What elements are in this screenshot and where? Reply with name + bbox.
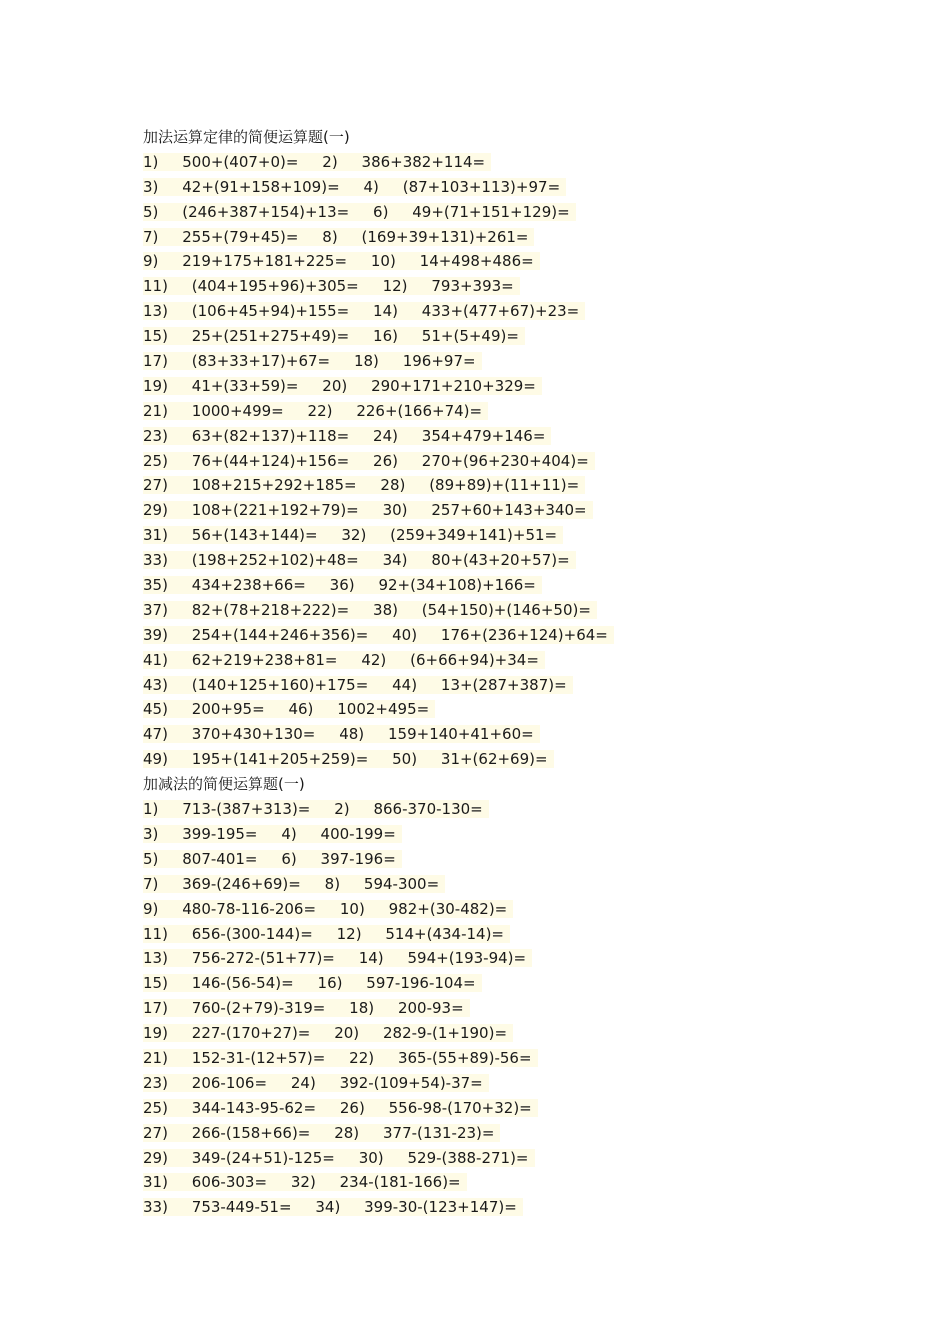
problem-text: 21) 1000+499= 22) 226+(166+74)= — [143, 402, 488, 420]
problem-text: 7) 255+(79+45)= 8) (169+39+131)+261= — [143, 228, 534, 246]
problem-row — [143, 1046, 843, 1071]
problem-text: 41) 62+219+238+81= 42) (6+66+94)+34= — [143, 651, 545, 669]
problem-text: 17) (83+33+17)+67= 18) 196+97= — [143, 352, 482, 370]
problem-row — [143, 449, 843, 474]
problem-row — [143, 872, 843, 897]
problem-text: 21) 152-31-(12+57)= 22) 365-(55+89)-56= — [143, 1049, 538, 1067]
problem-text: 29) 108+(221+192+79)= 30) 257+60+143+340= — [143, 501, 593, 519]
problem-text: 35) 434+238+66= 36) 92+(34+108)+166= — [143, 576, 542, 594]
problem-row — [143, 1170, 843, 1195]
problem-text: 3) 42+(91+158+109)= 4) (87+103+113)+97= — [143, 178, 566, 196]
problem-row — [143, 922, 843, 947]
problem-row — [143, 996, 843, 1021]
problem-text: 5) 807-401= 6) 397-196= — [143, 850, 402, 868]
problem-row — [143, 897, 843, 922]
problem-row — [143, 1071, 843, 1096]
problem-row — [143, 697, 843, 722]
problem-text: 47) 370+430+130= 48) 159+140+41+60= — [143, 725, 540, 743]
section-title: 加法运算定律的简便运算题(一) — [143, 128, 350, 146]
problem-row — [143, 673, 843, 698]
problem-text: 27) 266-(158+66)= 28) 377-(131-23)= — [143, 1124, 500, 1142]
problem-row — [143, 1121, 843, 1146]
problem-row — [143, 1096, 843, 1121]
problem-text: 33) (198+252+102)+48= 34) 80+(43+20+57)= — [143, 551, 576, 569]
problem-row — [143, 424, 843, 449]
problem-text: 45) 200+95= 46) 1002+495= — [143, 700, 435, 718]
problem-text: 25) 344-143-95-62= 26) 556-98-(170+32)= — [143, 1099, 538, 1117]
problem-text: 13) 756-272-(51+77)= 14) 594+(193-94)= — [143, 949, 532, 967]
problem-text: 17) 760-(2+79)-319= 18) 200-93= — [143, 999, 470, 1017]
problem-text: 15) 146-(56-54)= 16) 597-196-104= — [143, 974, 482, 992]
problem-row — [143, 349, 843, 374]
problem-text: 27) 108+215+292+185= 28) (89+89)+(11+11)= — [143, 476, 585, 494]
problem-row — [143, 299, 843, 324]
problem-row — [143, 1195, 843, 1220]
problem-row — [143, 722, 843, 747]
problem-row — [143, 1146, 843, 1171]
problem-text: 19) 227-(170+27)= 20) 282-9-(1+190)= — [143, 1024, 513, 1042]
problem-text: 31) 56+(143+144)= 32) (259+349+141)+51= — [143, 526, 563, 544]
section-title: 加减法的简便运算题(一) — [143, 775, 305, 794]
problem-row — [143, 648, 843, 673]
problem-text: 43) (140+125+160)+175= 44) 13+(287+387)= — [143, 676, 573, 694]
problem-row — [143, 971, 843, 996]
problem-row — [143, 847, 843, 872]
worksheet — [143, 125, 843, 1220]
problem-text: 9) 219+175+181+225= 10) 14+498+486= — [143, 252, 540, 270]
problem-text: 29) 349-(24+51)-125= 30) 529-(388-271)= — [143, 1149, 535, 1167]
problem-text: 49) 195+(141+205+259)= 50) 31+(62+69)= — [143, 750, 554, 768]
problem-row — [143, 150, 843, 175]
problem-row — [143, 523, 843, 548]
problem-row — [143, 175, 843, 200]
problem-row — [143, 548, 843, 573]
problem-text: 25) 76+(44+124)+156= 26) 270+(96+230+404)= — [143, 452, 595, 470]
problem-row — [143, 598, 843, 623]
problem-text: 9) 480-78-116-206= 10) 982+(30-482)= — [143, 900, 513, 918]
problem-row — [143, 822, 843, 847]
problem-text: 15) 25+(251+275+49)= 16) 51+(5+49)= — [143, 327, 525, 345]
problem-row — [143, 573, 843, 598]
problem-row — [143, 797, 843, 822]
problem-text: 23) 63+(82+137)+118= 24) 354+479+146= — [143, 427, 551, 445]
problem-text: 11) 656-(300-144)= 12) 514+(434-14)= — [143, 925, 510, 943]
problem-row — [143, 324, 843, 349]
problem-row — [143, 473, 843, 498]
problem-row — [143, 225, 843, 250]
problem-text: 39) 254+(144+246+356)= 40) 176+(236+124)+64= — [143, 626, 614, 644]
problem-row — [143, 946, 843, 971]
problem-text: 5) (246+387+154)+13= 6) 49+(71+151+129)= — [143, 203, 576, 221]
problem-text: 31) 606-303= 32) 234-(181-166)= — [143, 1173, 467, 1191]
problem-text: 13) (106+45+94)+155= 14) 433+(477+67)+23= — [143, 302, 585, 320]
problem-row — [143, 1021, 843, 1046]
problem-row — [143, 274, 843, 299]
problem-row — [143, 200, 843, 225]
problem-text: 33) 753-449-51= 34) 399-30-(123+147)= — [143, 1198, 523, 1216]
problem-row — [143, 399, 843, 424]
problem-text: 1) 713-(387+313)= 2) 866-370-130= — [143, 800, 489, 818]
problem-text: 7) 369-(246+69)= 8) 594-300= — [143, 875, 445, 893]
problem-row — [143, 747, 843, 772]
problem-text: 11) (404+195+96)+305= 12) 793+393= — [143, 277, 520, 295]
problem-text: 37) 82+(78+218+222)= 38) (54+150)+(146+50)= — [143, 601, 597, 619]
problem-text: 3) 399-195= 4) 400-199= — [143, 825, 402, 843]
problem-row — [143, 498, 843, 523]
problem-text: 19) 41+(33+59)= 20) 290+171+210+329= — [143, 377, 542, 395]
problem-row — [143, 374, 843, 399]
problem-text: 1) 500+(407+0)= 2) 386+382+114= — [143, 153, 491, 171]
problem-row — [143, 249, 843, 274]
problem-text: 23) 206-106= 24) 392-(109+54)-37= — [143, 1074, 489, 1092]
problem-row — [143, 623, 843, 648]
